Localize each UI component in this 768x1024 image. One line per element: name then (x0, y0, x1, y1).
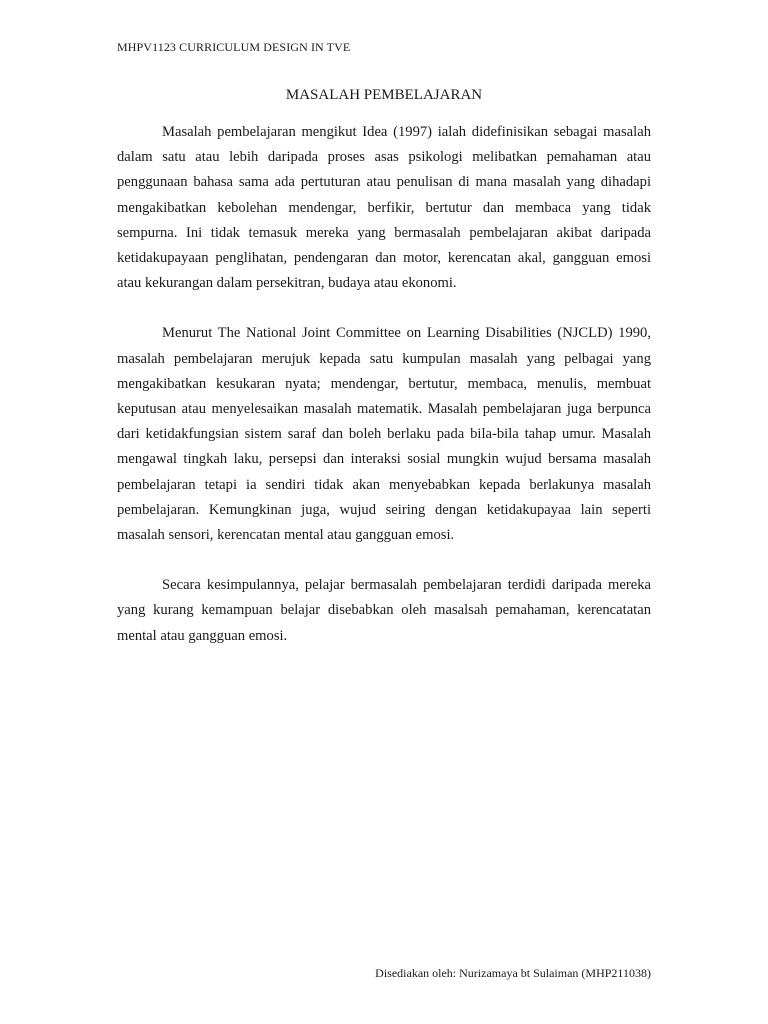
document-title: MASALAH PEMBELAJARAN (285, 87, 483, 103)
document-body (117, 120, 651, 649)
paragraph-njcld: Menurut The National Joint Committee on Learning Disabilities (NJCLD) 1990, masalah pembelajaran merujuk kepada satu kumpulan masalah yang pelbagai yang mengakibatkan kesukaran nyata; mendengar, bertutur, membaca, menulis, membuat keputusan atau menyelesaikan masalah matematik. Masalah pembelajaran juga berpunca dari ketidakfungsian sistem saraf dan boleh berlaku pada bila-bila tahap umur. Masalah mengawal tingkah laku, persepsi dan interaksi sosial mungkin wujud bersama masalah pembelajaran tetapi ia sendiri tidak akan menyebabkan kepada berlakunya masalah pembelajaran. Kemungkinan juga, wujud seiring dengan ketidakupayaa lain seperti masalah sensori, kerencatan mental atau gangguan emosi. (117, 325, 651, 544)
prepared-by-footer: Disediakan oleh: Nurizamaya bt Sulaiman (MHP211038) (375, 966, 651, 980)
running-header: MHPV1123 CURRICULUM DESIGN IN TVE (117, 40, 351, 54)
paragraph-definition: Masalah pembelajaran mengikut Idea (1997) ialah didefinisikan sebagai masalah dalam satu atau lebih daripada proses asas psikologi melibatkan pemahaman atau penggunaan bahasa sama ada pertuturan atau penulisan di mana masalah yang dihadapi mengakibatkan kebolehan mendengar, berfikir, bertutur dan membaca yang tidak sempurna. Ini tidak temasuk mereka yang bermasalah pembelajaran akibat daripada ketidakupayaan penglihatan, pendengaran dan motor, kerencatan akal, gangguan emosi atau kekurangan dalam persekitran, budaya atau ekonomi. (117, 124, 651, 292)
paragraph-conclusion: Secara kesimpulannya, pelajar bermasalah pembelajaran terdidi daripada mereka yang kurang kemampuan belajar disebabkan oleh masalsah pemahaman, kerencatatan mental atau gangguan emosi. (117, 577, 651, 644)
